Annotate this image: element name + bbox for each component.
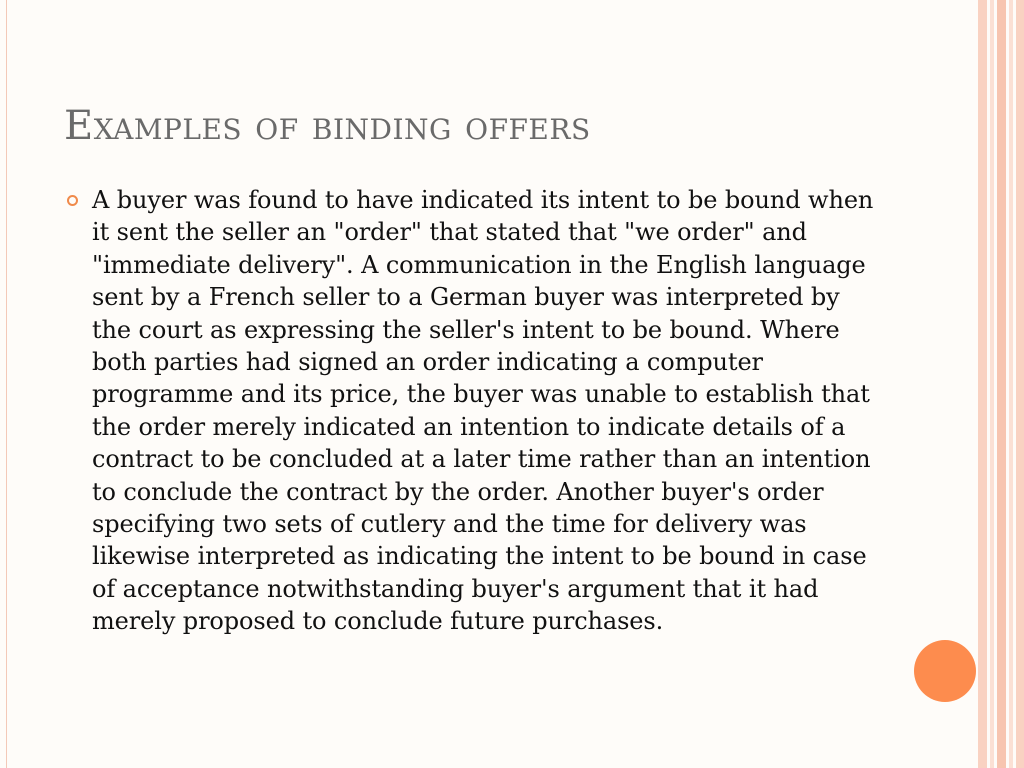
- left-border-line: [6, 0, 7, 768]
- decorative-circle: [914, 640, 976, 702]
- bullet-item: [64, 184, 886, 638]
- slide-body: [64, 184, 886, 638]
- decorative-stripe: [978, 0, 987, 768]
- decorative-stripe: [990, 0, 994, 768]
- ring-bullet-icon: [67, 195, 78, 206]
- decorative-stripe: [1009, 0, 1013, 768]
- slide-title: Examples of binding offers: [64, 103, 591, 149]
- bullet-text: A buyer was found to have indicated its intent to be bound when it sent the seller an "order" that stated that "we order" and "immediate delivery". A communication in the English language sent by a French seller to a German buyer was interpreted by the court as expressing the seller's intent to be bound. Where both parties had signed an order indicating a computer programme and its price, the buyer was unable to establish that the order merely indicated an intention to indicate details of a contract to be concluded at a later time rather than an intention to conclude the contract by the order. Another buyer's order specifying two sets of cutlery and the time for delivery was likewise interpreted as indicating the intent to be bound in case of acceptance notwithstanding buyer's argument that it had merely proposed to conclude future purchases.: [92, 186, 874, 636]
- decorative-stripe: [1016, 0, 1024, 768]
- decorative-stripe: [997, 0, 1006, 768]
